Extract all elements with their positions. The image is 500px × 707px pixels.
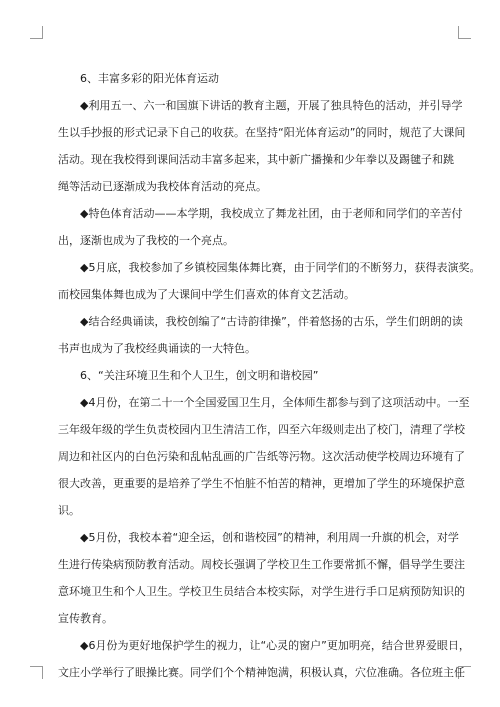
- crop-mark-top-right: [458, 26, 471, 39]
- text-line: 意环境卫生和个人卫生。学校卫生员结合本校实际，对学生进行手口足病预防知识的: [58, 585, 465, 598]
- text-line: ◆特色体育活动——本学期，我校成立了舞龙社团，由于老师和同学们的辛苦付: [80, 207, 463, 220]
- text-line: ◆5月底，我校参加了乡镇校园集体舞比赛，由于同学们的不断努力，获得表演奖。: [80, 261, 481, 274]
- text-line: ◆利用五一、六一和国旗下讲话的教育主题，开展了独具特色的活动，并引导学: [80, 99, 463, 112]
- text-line: 三年级年级的学生负责校园内卫生清洁工作，四至六年级则走出了校门，清理了学校: [58, 423, 465, 436]
- text-line: 文庄小学举行了眼操比赛。同学们个个精神饱满，积极认真，穴位准确。各位班主任: [58, 666, 465, 679]
- crop-mark-bottom-left: [30, 666, 43, 679]
- text-line: 出，逐渐也成为了我校的一个亮点。: [58, 234, 234, 247]
- text-line: 识。: [58, 504, 80, 517]
- text-line: 6、丰富多彩的阳光体育运动: [80, 72, 219, 85]
- text-line: 6、“关注环境卫生和个人卫生，创文明和谐校园”: [80, 369, 319, 382]
- text-line: 书声也成为了我校经典诵读的一大特色。: [58, 342, 256, 355]
- text-line: 生以手抄报的形式记录下自己的收获。在坚持“阳光体育运动”的同时，规范了大课间: [58, 126, 466, 139]
- text-line: 绳等活动已逐渐成为我校体育活动的亮点。: [58, 180, 267, 193]
- text-line: ◆5月份，我校本着“迎全运，创和谐校园”的精神，利用周一升旗的机会，对学: [80, 531, 459, 544]
- text-line: ◆6月份为更好地保护学生的视力，让“心灵的窗户”更加明亮，结合世界爱眼日，: [80, 639, 470, 652]
- text-line: 很大改善，更重要的是培养了学生不怕脏不怕苦的精神，更增加了学生的环境保护意: [58, 477, 465, 490]
- text-line: ◆4月份，在第二十一个全国爱国卫生月，全体师生都参与到了这项活动中。一至: [80, 396, 470, 409]
- text-line: 活动。现在我校得到课间活动丰富多起来，其中新广播操和少年拳以及踢毽子和跳: [58, 153, 454, 166]
- text-line: 周边和社区内的白色污染和乱帖乱画的广告纸等污物。这次活动使学校周边环境有了: [58, 450, 465, 463]
- text-line: 而校园集体舞也成为了大课间中学生们喜欢的体育文艺活动。: [58, 288, 355, 301]
- text-line: ◆结合经典诵读，我校创编了“古诗韵律操”，伴着悠扬的古乐，学生们朗朗的读: [80, 315, 463, 328]
- text-line: 宣传教育。: [58, 612, 113, 625]
- crop-mark-top-left: [30, 26, 43, 39]
- text-line: 生进行传染病预防教育活动。周校长强调了学校卫生工作要常抓不懈，倡导学生要注: [58, 558, 465, 571]
